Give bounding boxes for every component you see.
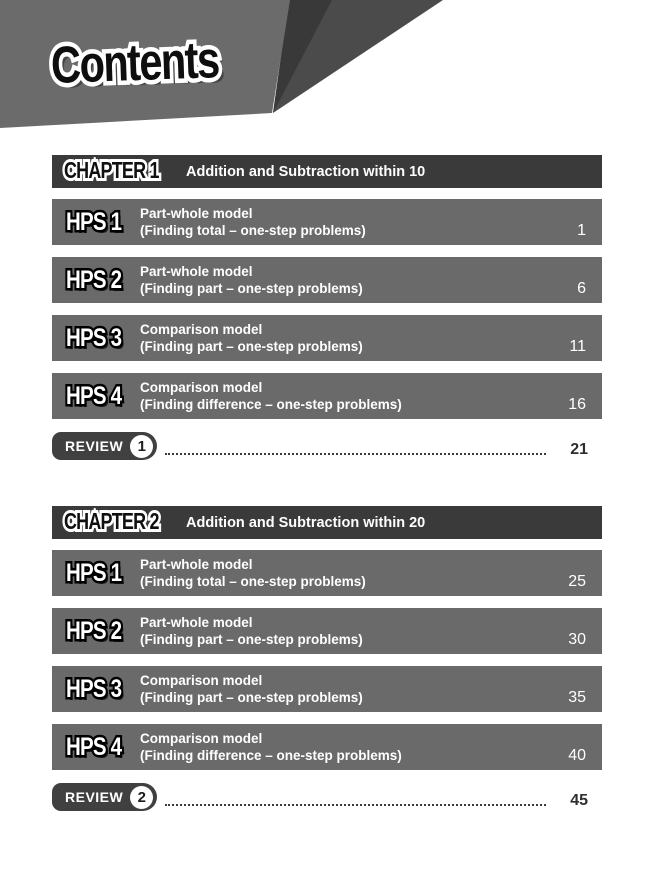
row-title: Comparison model [140, 673, 263, 688]
row-description [140, 730, 550, 764]
page-number: 11 [569, 338, 586, 355]
review-page-number: 21 [570, 441, 588, 458]
page-number: 25 [568, 573, 586, 590]
hps3-badge-box [52, 675, 140, 704]
row-subtitle: (Finding total – one-step problems) [140, 223, 366, 238]
hps2-badge: HPS 2 HPS 2 [66, 617, 121, 646]
review-number-circle [130, 435, 153, 458]
hps4-badge-box [52, 733, 140, 762]
chapter-1-section [52, 155, 602, 460]
hps4-badge: HPS 4 HPS 4 [66, 733, 121, 762]
row-title: Comparison model [140, 380, 263, 395]
hps2-badge: HPS 2 HPS 2 [66, 266, 121, 295]
row-subtitle: (Finding difference – one-step problems) [140, 748, 402, 763]
toc-row-hps2 [52, 257, 602, 303]
review-number-circle [130, 786, 153, 809]
hps1-badge: HPS 1 HPS 1 [66, 208, 121, 237]
hps4-badge: HPS 4 HPS 4 [66, 382, 121, 411]
row-subtitle: (Finding part – one-step problems) [140, 281, 363, 296]
review-label: REVIEW [65, 438, 124, 454]
page-number: 16 [568, 396, 586, 413]
hps3-badge-box [52, 324, 140, 353]
row-subtitle: (Finding difference – one-step problems) [140, 397, 402, 412]
contents-banner [0, 0, 650, 140]
row-title: Comparison model [140, 322, 263, 337]
page-number: 30 [568, 631, 586, 648]
hps2-badge-box [52, 617, 140, 646]
hps2-badge-box [52, 266, 140, 295]
page-number: 6 [577, 280, 586, 297]
row-title: Part-whole model [140, 557, 253, 572]
chapter-1-badge: CHAPTER 1 CHAPTER 1 [64, 157, 181, 184]
toc-row-hps1 [52, 199, 602, 245]
row-subtitle: (Finding part – one-step problems) [140, 632, 363, 647]
chapter-2-badge: CHAPTER 2 CHAPTER 2 [64, 508, 181, 535]
page-number: 35 [568, 689, 586, 706]
toc-row-hps4 [52, 373, 602, 419]
toc-row-hps4 [52, 724, 602, 770]
chapter-1-header-bar [52, 155, 602, 188]
row-description [140, 379, 550, 413]
chapter-1-title: Addition and Subtraction within 10 [186, 163, 426, 180]
hps1-badge-box [52, 208, 140, 237]
review-2-pill [52, 783, 157, 811]
dotted-leader [165, 783, 546, 806]
row-title: Part-whole model [140, 264, 253, 279]
toc-row-hps3 [52, 315, 602, 361]
chapter-2-section [52, 506, 602, 811]
row-title: Part-whole model [140, 206, 253, 221]
toc-row-hps1 [52, 550, 602, 596]
toc-row-hps2 [52, 608, 602, 654]
hps3-badge: HPS 3 HPS 3 [66, 324, 121, 353]
review-1-row [52, 432, 602, 460]
row-title: Part-whole model [140, 615, 253, 630]
hps3-badge: HPS 3 HPS 3 [66, 675, 121, 704]
chapter-2-header-bar [52, 506, 602, 539]
review-number: 2 [137, 788, 146, 806]
hps4-badge-box [52, 382, 140, 411]
chapter-2-title: Addition and Subtraction within 20 [186, 514, 426, 531]
row-description [140, 205, 550, 239]
hps1-badge: HPS 1 HPS 1 [66, 559, 121, 588]
row-subtitle: (Finding total – one-step problems) [140, 574, 366, 589]
row-description [140, 263, 550, 297]
dotted-leader [165, 432, 546, 455]
row-subtitle: (Finding part – one-step problems) [140, 339, 363, 354]
row-description [140, 672, 550, 706]
row-description [140, 556, 550, 590]
toc-row-hps3 [52, 666, 602, 712]
page-number: 1 [577, 222, 586, 239]
review-page-number: 45 [570, 792, 588, 809]
page-title: Contents Contents [50, 30, 219, 96]
hps1-badge-box [52, 559, 140, 588]
review-2-row [52, 783, 602, 811]
page-number: 40 [568, 747, 586, 764]
review-number: 1 [137, 437, 146, 455]
review-label: REVIEW [65, 789, 124, 805]
row-title: Comparison model [140, 731, 263, 746]
row-subtitle: (Finding part – one-step problems) [140, 690, 363, 705]
row-description [140, 614, 550, 648]
review-1-pill [52, 432, 157, 460]
row-description [140, 321, 550, 355]
